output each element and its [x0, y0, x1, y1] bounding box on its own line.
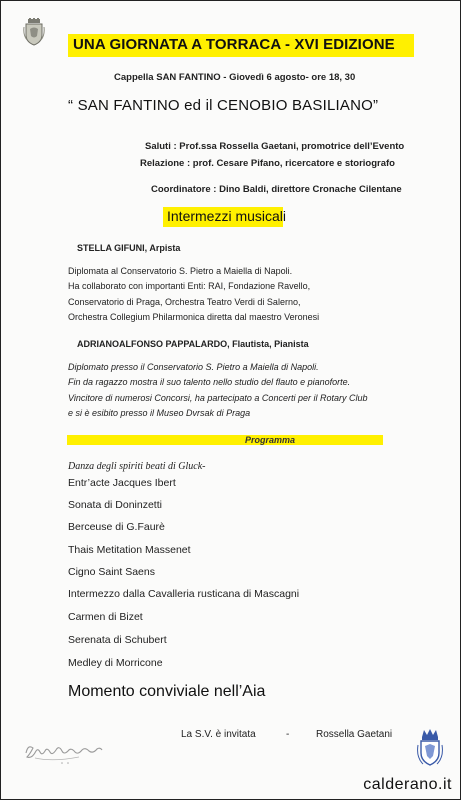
- crowned-coat-of-arms-stamp-icon: [415, 727, 445, 769]
- programme-item: Thais Metitation Massenet: [68, 544, 191, 556]
- credit-relazione: Relazione : prof. Cesare Pifano, ricercatore e storiografo: [140, 158, 395, 169]
- programme-item: Carmen di Bizet: [68, 611, 143, 623]
- intermezzi-heading: Intermezzi musicali: [167, 208, 287, 224]
- credit-saluti: Saluti : Prof.ssa Rossella Gaetani, promotrice dell’Evento: [145, 141, 405, 152]
- footer-signer: Rossella Gaetani: [316, 729, 393, 740]
- programme-item: Danza degli spiriti beati di Gluck-: [68, 461, 206, 472]
- programme-item: Berceuse di G.Faurè: [68, 521, 165, 533]
- bio-line: Fin da ragazzo mostra il suo talento nello studio del flauto e pianoforte.: [68, 377, 351, 388]
- handwritten-signature: [23, 739, 105, 765]
- site-watermark: calderano.it: [363, 776, 452, 793]
- performer-name: ADRIANOALFONSO PAPPALARDO, Flautista, Pianista: [77, 339, 309, 349]
- bio-line: Vincitore di numerosi Concorsi, ha partecipato a Concerti per il Rotary Club: [68, 392, 368, 403]
- footer-dash: -: [286, 729, 290, 740]
- performer-bio: [68, 264, 319, 326]
- event-venue-date: Cappella SAN FANTINO - Giovedì 6 agosto- ore 18, 30: [114, 72, 356, 83]
- bio-line: Orchestra Collegium Philarmonica diretta dal maestro Veronesi: [68, 312, 320, 323]
- momento-conviviale: Momento conviviale nell’Aia: [68, 683, 266, 700]
- programme-item: Intermezzo dalla Cavalleria rusticana di Mascagni: [68, 588, 300, 600]
- bio-line: e si è esibito presso il Museo Dvrsak di Praga: [68, 408, 251, 419]
- footer-invite: La S.V. è invitata: [181, 729, 256, 740]
- programme-item: Medley di Morricone: [68, 657, 163, 669]
- event-headline: “ SAN FANTINO ed il CENOBIO BASILIANO”: [68, 97, 379, 114]
- programme-item: Cigno Saint Saens: [68, 566, 155, 578]
- programme-item: Serenata di Schubert: [68, 634, 167, 646]
- performer-name: STELLA GIFUNI, Arpista: [77, 243, 181, 253]
- bio-line: Diplomato presso il Conservatorio S. Pietro a Maiella di Napoli.: [68, 362, 319, 372]
- event-title: UNA GIORNATA A TORRACA - XVI EDIZIONE: [73, 36, 395, 53]
- programme-item: Entr’acte Jacques Ibert: [68, 477, 176, 489]
- bio-line: Conservatorio di Praga, Orchestra Teatro Verdi di Salerno,: [68, 296, 301, 307]
- bio-line: Ha collaborato con importanti Enti: RAI, Fondazione Ravello,: [68, 281, 311, 292]
- performer-bio: [68, 360, 367, 422]
- programme-item: Sonata di Doninzetti: [68, 499, 162, 511]
- programma-heading: Programma: [245, 435, 296, 445]
- programma-highlight: [67, 435, 383, 445]
- municipal-crest-icon: [23, 18, 45, 46]
- credit-coordinatore: Coordinatore : Dino Baldi, direttore Cronache Cilentane: [151, 184, 402, 195]
- bio-line: Diplomata al Conservatorio S. Pietro a Maiella di Napoli.: [68, 266, 293, 276]
